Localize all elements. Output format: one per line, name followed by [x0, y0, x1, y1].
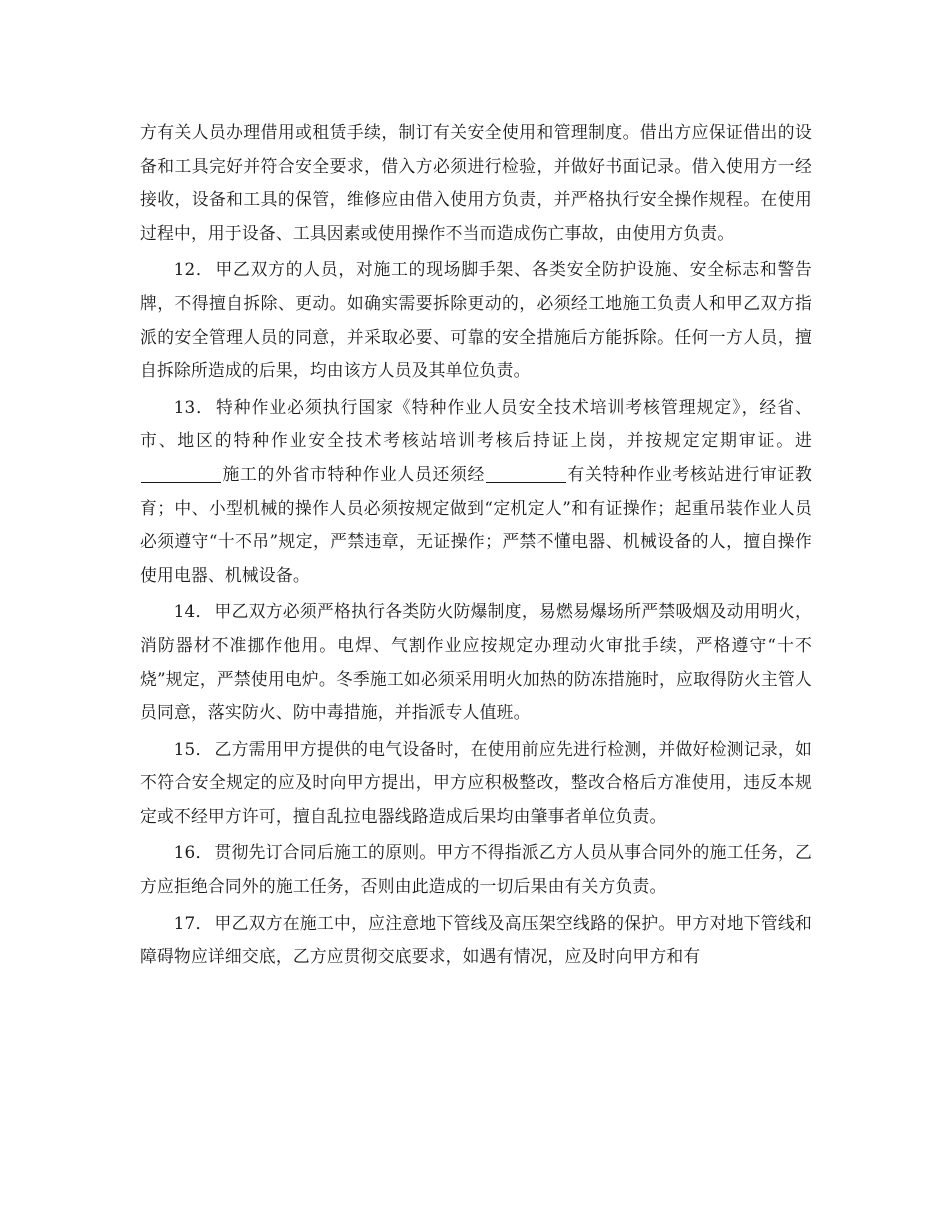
document-body	[140, 116, 812, 977]
paragraph-15	[140, 733, 812, 834]
paragraph-text: 特种作业必须执行国家《特种作业人员安全技术培训考核管理规定》，经省、市、地区的特种作业安全技术考核站培训考核后持证上岗，并按规定定期审证。进	[140, 396, 812, 451]
paragraph-continuation	[140, 116, 812, 250]
paragraph-text: 乙方需用甲方提供的电气设备时，在使用前应先进行检测，并做好检测记录，如不符合安全规定的应及时向甲方提出，甲方应积极整改，整改合格后方准使用，违反本规定或不经甲方许可，擅自乱拉电器线路造成后果均由肇事者单位负责。	[140, 738, 812, 826]
paragraph-14	[140, 595, 812, 729]
paragraph-17	[140, 907, 812, 974]
paragraph-13	[140, 391, 812, 593]
paragraph-text: 贯彻先订合同后施工的原则。甲方不得指派乙方人员从事合同外的施工任务，乙方应拒绝合同外的施工任务，否则由此造成的一切后果由有关方负责。	[140, 842, 812, 897]
paragraph-text: 方有关人员办理借用或租赁手续，制订有关安全使用和管理制度。借出方应保证借出的设备和工具完好并符合安全要求，借入方必须进行检验，并做好书面记录。借入使用方一经接收，设备和工具的保管，维修应由借入使用方负责，并严格执行安全操作规程。在使用过程中，用于设备、工具因素或使用操作不当而造成伤亡事故，由使用方负责。	[140, 122, 812, 243]
paragraph-number: 17．	[173, 912, 213, 933]
paragraph-text: 甲乙双方在施工中，应注意地下管线及高压架空线路的保护。甲方对地下管线和障碍物应详细交底，乙方应贯彻交底要求，如遇有情况，应及时向甲方和有	[140, 912, 812, 967]
fill-in-blank[interactable]	[141, 464, 221, 483]
fill-in-blank[interactable]	[486, 464, 566, 483]
paragraph-number: 15．	[173, 738, 213, 759]
paragraph-text: 施工的外省市特种作业人员还须经	[222, 463, 485, 484]
paragraph-12	[140, 253, 812, 387]
paragraph-text: 有关特种作业考核站进行审证教育；中、小型机械的操作人员必须按规定做到“定机定人”和有证操作；起重吊装作业人员必须遵守“十不吊”规定，严禁违章，无证操作；严禁不懂电器、机械设备的人，擅自操作使用电器、机械设备。	[140, 463, 812, 585]
paragraph-number: 12．	[173, 259, 214, 280]
paragraph-number: 13．	[173, 396, 214, 417]
paragraph-number: 14．	[173, 601, 213, 622]
paragraph-text: 甲乙双方必须严格执行各类防火防爆制度，易燃易爆场所严禁吸烟及动用明火，消防器材不准挪作他用。电焊、气割作业应按规定办理动火审批手续，严格遵守“十不烧”规定，严禁使用电炉。冬季施工如必须采用明火加热的防冻措施时，应取得防火主管人员同意，落实防火、防中毒措施，并指派专人值班。	[140, 601, 812, 723]
paragraph-16	[140, 836, 812, 903]
paragraph-number: 16．	[173, 842, 213, 863]
paragraph-text: 甲乙双方的人员，对施工的现场脚手架、各类安全防护设施、安全标志和警告牌，不得擅自拆除、更动。如确实需要拆除更动的，必须经工地施工负责人和甲乙双方指派的安全管理人员的同意，并采取必要、可靠的安全措施后方能拆除。任何一方人员，擅自拆除所造成的后果，均由该方人员及其单位负责。	[140, 259, 812, 381]
